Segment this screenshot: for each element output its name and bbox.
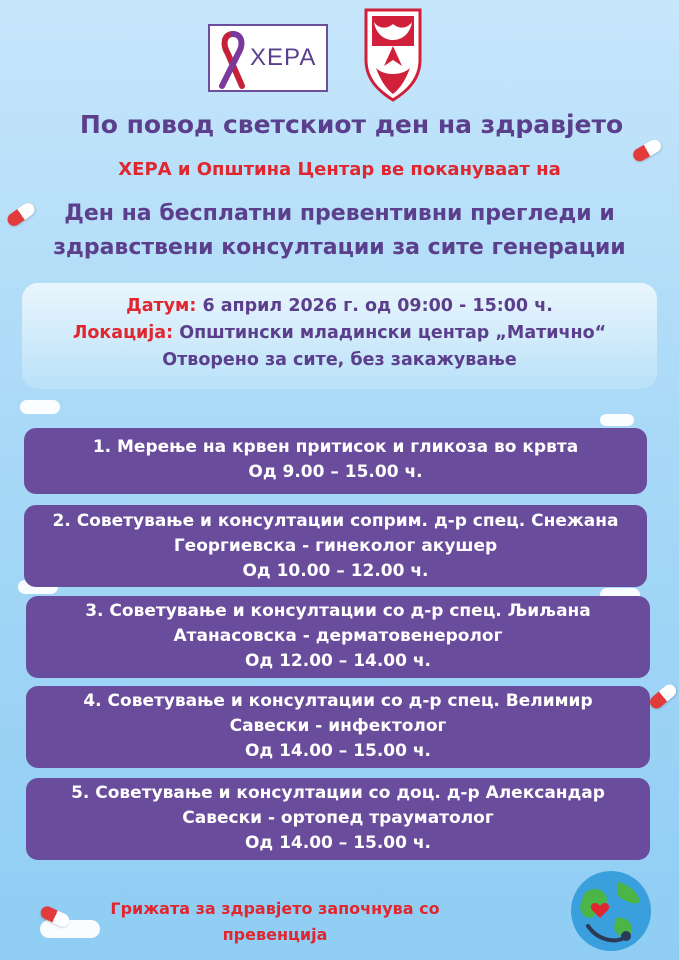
service-time: Од 10.00 – 12.00 ч. [242,561,429,581]
footer-slogan [110,896,440,948]
event-title-line: здравствени консултации за сите генерации [53,235,626,260]
service-time: Од 14.00 – 15.00 ч. [244,833,432,853]
service-description: Атанасовска - дерматовенеролог [173,626,503,646]
cloud-decoration [20,400,60,414]
service-card [26,778,650,860]
event-title-line: Ден на бесплатни превентивни прегледи и [64,201,615,226]
service-description: Савески - инфектолог [229,716,447,736]
service-description: 3. Советување и консултации со д-р спец. Љиљана [85,601,591,621]
hera-logo [208,24,328,92]
page-subtitle: ХЕРА и Општина Центар ве покануваат на [118,159,561,180]
service-card [26,596,650,678]
service-description: 2. Советување и консултации соприм. д-р спец. Снежана [52,511,619,531]
service-card [26,686,650,768]
date-value: 6 април 2026 г. од 09:00 - 15:00 ч. [202,296,553,316]
service-time: Од 14.00 – 15.00 ч. [244,741,432,761]
service-description: 4. Советување и консултации со д-р спец. Велимир [83,691,593,711]
globe-stethoscope-icon [566,866,656,956]
service-time: Од 12.00 – 14.00 ч. [244,651,432,671]
service-time: Од 9.00 – 15.00 ч. [248,462,423,482]
footer-line: превенција [222,925,328,944]
open-note: Отворено за сите, без закажување [162,350,517,370]
location-row [22,320,657,347]
cloud-decoration [40,920,100,938]
date-label: Датум: [126,296,197,316]
date-row [22,293,657,320]
red-ribbon-icon [216,30,250,90]
service-card [24,428,647,494]
service-description: 1. Мерење на крвен притисок и гликоза во крвта [92,437,579,457]
service-card [24,505,647,587]
service-description: Георгиевска - гинеколог акушер [173,536,498,556]
event-title [0,197,679,265]
hera-brand-text: ХЕРА [250,44,317,71]
location-label: Локација: [72,323,174,343]
pill-icon [647,682,678,711]
municipality-crest-icon [362,6,424,102]
location-value: Општински младински центар „Матично“ [179,323,607,343]
service-description: Савески - ортопед трауматолог [182,808,494,828]
service-description: 5. Советување и консултации со доц. д-р Александар [71,783,605,803]
cloud-decoration [600,414,634,426]
page-title: По повод светскиот ден на здравјето [79,110,624,139]
event-info-box [22,283,657,389]
footer-line: Грижата за здравјето започнува со [110,899,440,918]
